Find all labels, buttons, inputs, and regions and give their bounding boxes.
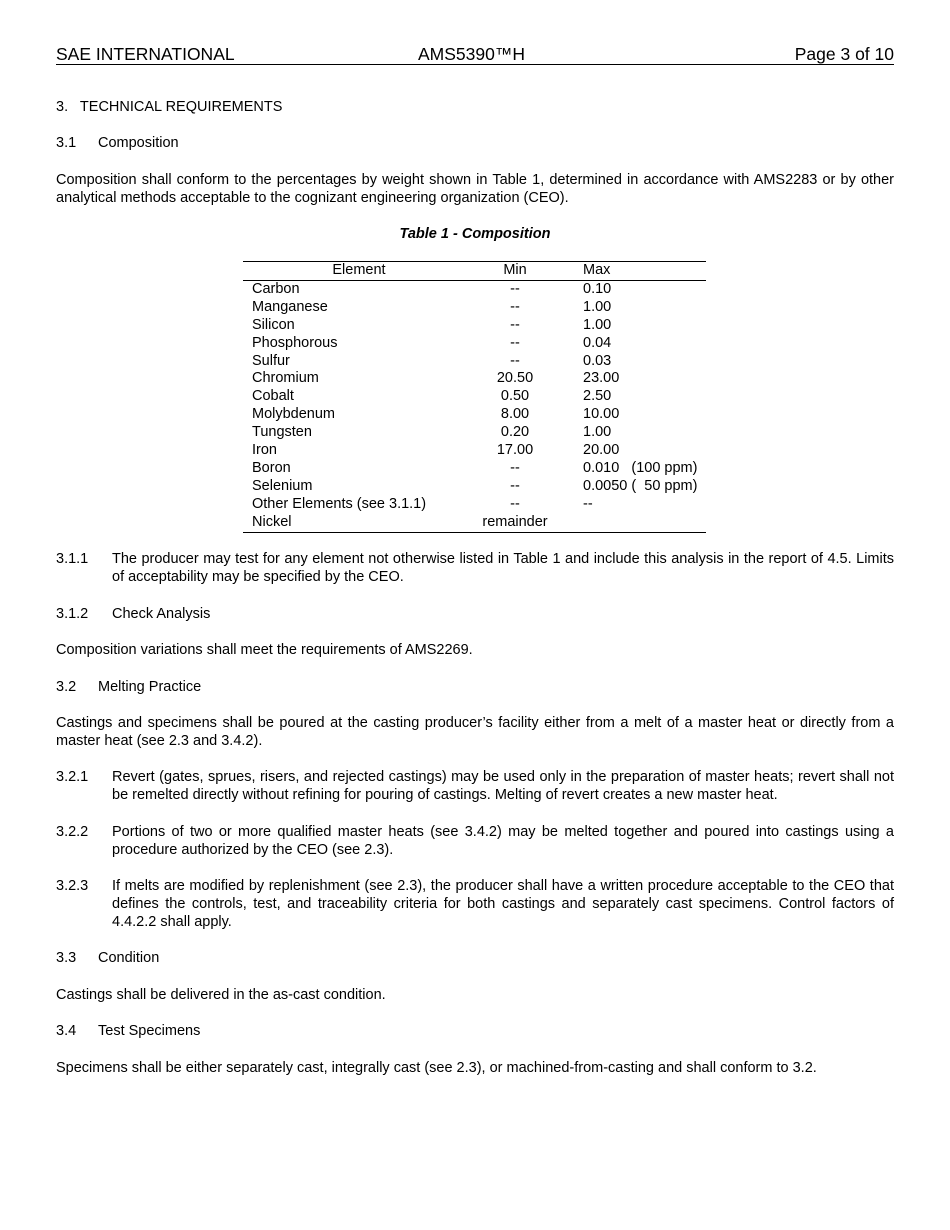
cell-max: 0.03 [583,352,612,369]
section-3-1-2-number: 3.1.2 [56,606,89,622]
section-3-3-text: Castings shall be delivered in the as-cast condition. [56,987,386,1003]
section-3-2-1-number: 3.2.1 [56,769,89,785]
table-row [243,280,706,298]
cell-element: Tungsten [252,424,312,441]
table-row [243,370,706,388]
section-3-2-title: Melting Practice [98,679,202,695]
cell-element: Carbon [252,280,300,297]
cell-element: Silicon [252,316,295,333]
section-3-1-1-number: 3.1.1 [56,551,89,567]
cell-max: 1.00 [583,316,612,333]
cell-max: 2.50 [583,388,612,405]
section-3-4-text: Specimens shall be either separately cast, integrally cast (see 2.3), or machined-from-casting and shall conform to 3.2. [56,1060,817,1076]
section-3-1-number: 3.1 [56,135,77,151]
table-row [243,406,706,424]
section-3-2-3 [56,877,894,931]
section-3-4-title: Test Specimens [98,1023,201,1039]
composition-table [243,261,706,533]
table-row [243,496,706,514]
cell-min: 0.50 [500,388,530,405]
cell-element: Boron [252,459,291,476]
cell-element: Nickel [243,514,475,532]
cell-element: Selenium [252,477,313,494]
cell-max: 20.00 [583,442,620,459]
section-3-2-3-number: 3.2.3 [56,878,89,894]
table-row [243,353,706,371]
cell-max: 0.10 [583,280,612,297]
col-header-min: Min [475,262,555,281]
table-header-row [243,262,706,281]
header-doc-number: AMS5390™H [418,44,525,64]
col-header-max: Max [555,262,706,281]
section-3-1-2-title: Check Analysis [112,606,211,622]
header-org: SAE INTERNATIONAL [56,44,235,64]
cell-min: -- [510,459,520,476]
cell-element: Molybdenum [252,406,336,423]
cell-element: Iron [252,442,277,459]
cell-element: Sulfur [252,352,290,369]
table-row [243,514,706,532]
cell-max: 0.04 [583,334,612,351]
table-row [243,388,706,406]
cell-max: 1.00 [583,298,612,315]
cell-min: -- [510,298,520,315]
table-row [243,317,706,335]
section-3-2-2-text: Portions of two or more qualified master heats (see 3.4.2) may be melted together and poured into castings using a procedure authorized by the CEO (see 2.3). [112,824,894,858]
cell-element: Manganese [252,298,328,315]
cell-min: -- [510,334,520,351]
section-3-4-number: 3.4 [56,1023,77,1039]
section-3-3-title: Condition [98,950,160,966]
section-3-2-text: Castings and specimens shall be poured at the casting producer’s facility either from a melt of a master heat or directly from a master heat (see 2.3 and 3.4.2). [56,715,894,749]
cell-min: -- [510,316,520,333]
section-3-1-2-text: Composition variations shall meet the requirements of AMS2269. [56,642,473,658]
cell-min: -- [510,280,520,297]
header-rule [56,64,894,65]
section-3-2-2 [56,823,894,859]
section-3-1-1 [56,550,894,586]
cell-max: -- [583,495,593,512]
cell-element: Other Elements (see 3.1.1) [252,495,427,512]
table-row [243,335,706,353]
table-row [243,460,706,478]
cell-min: 8.00 [500,406,530,423]
section-3-1-text: Composition shall conform to the percentages by weight shown in Table 1, determined in accordance with AMS2283 or by other analytical methods acceptable to the cognizant engineering organization (CEO). [56,172,894,206]
section-3-3-number: 3.3 [56,950,77,966]
cell-max: 23.00 [583,370,620,387]
section-3-2-3-text: If melts are modified by replenishment (see 2.3), the producer shall have a written procedure acceptable to the CEO that defines the controls, test, and traceability criteria for both castings and separately cast specimens. Control factors of 4.4.2.2 shall apply. [112,878,894,930]
cell-min: 17.00 [496,442,534,459]
cell-max: 1.00 [583,424,612,441]
table-caption: Table 1 - Composition [399,226,551,242]
table-row [243,424,706,442]
cell-max [555,514,706,532]
cell-max: 10.00 [583,406,620,423]
section-3-2-1 [56,768,894,804]
cell-element: Chromium [252,370,319,387]
section-3-2-1-text: Revert (gates, sprues, risers, and rejected castings) may be used only in the preparation of master heats; revert shall not be remelted directly without refining for pouring of castings. Melting of revert creates a new master heat. [112,769,894,803]
cell-max: 0.0050 ( 50 ppm) [583,477,698,494]
cell-max: 0.010 (100 ppm) [583,459,698,476]
section-3-1-1-text: The producer may test for any element not otherwise listed in Table 1 and include this analysis in the report of 4.5. Limits of acceptability may be specified by the CEO. [112,551,894,585]
section-3-2-number: 3.2 [56,679,77,695]
cell-min: 20.50 [496,370,534,387]
section-3-2-2-number: 3.2.2 [56,824,89,840]
section-3-1-title: Composition [98,135,179,151]
section-3-heading: 3. TECHNICAL REQUIREMENTS [56,99,283,115]
table-row [243,478,706,496]
cell-min: remainder [475,514,555,532]
cell-min: 0.20 [500,424,530,441]
table-row [243,442,706,460]
table-row [243,299,706,317]
header-page-number: Page 3 of 10 [794,44,894,64]
cell-element: Cobalt [252,388,294,405]
cell-element: Phosphorous [252,334,338,351]
cell-min: -- [510,477,520,494]
cell-min: -- [510,352,520,369]
cell-min: -- [510,495,520,512]
col-header-element: Element [243,262,475,281]
